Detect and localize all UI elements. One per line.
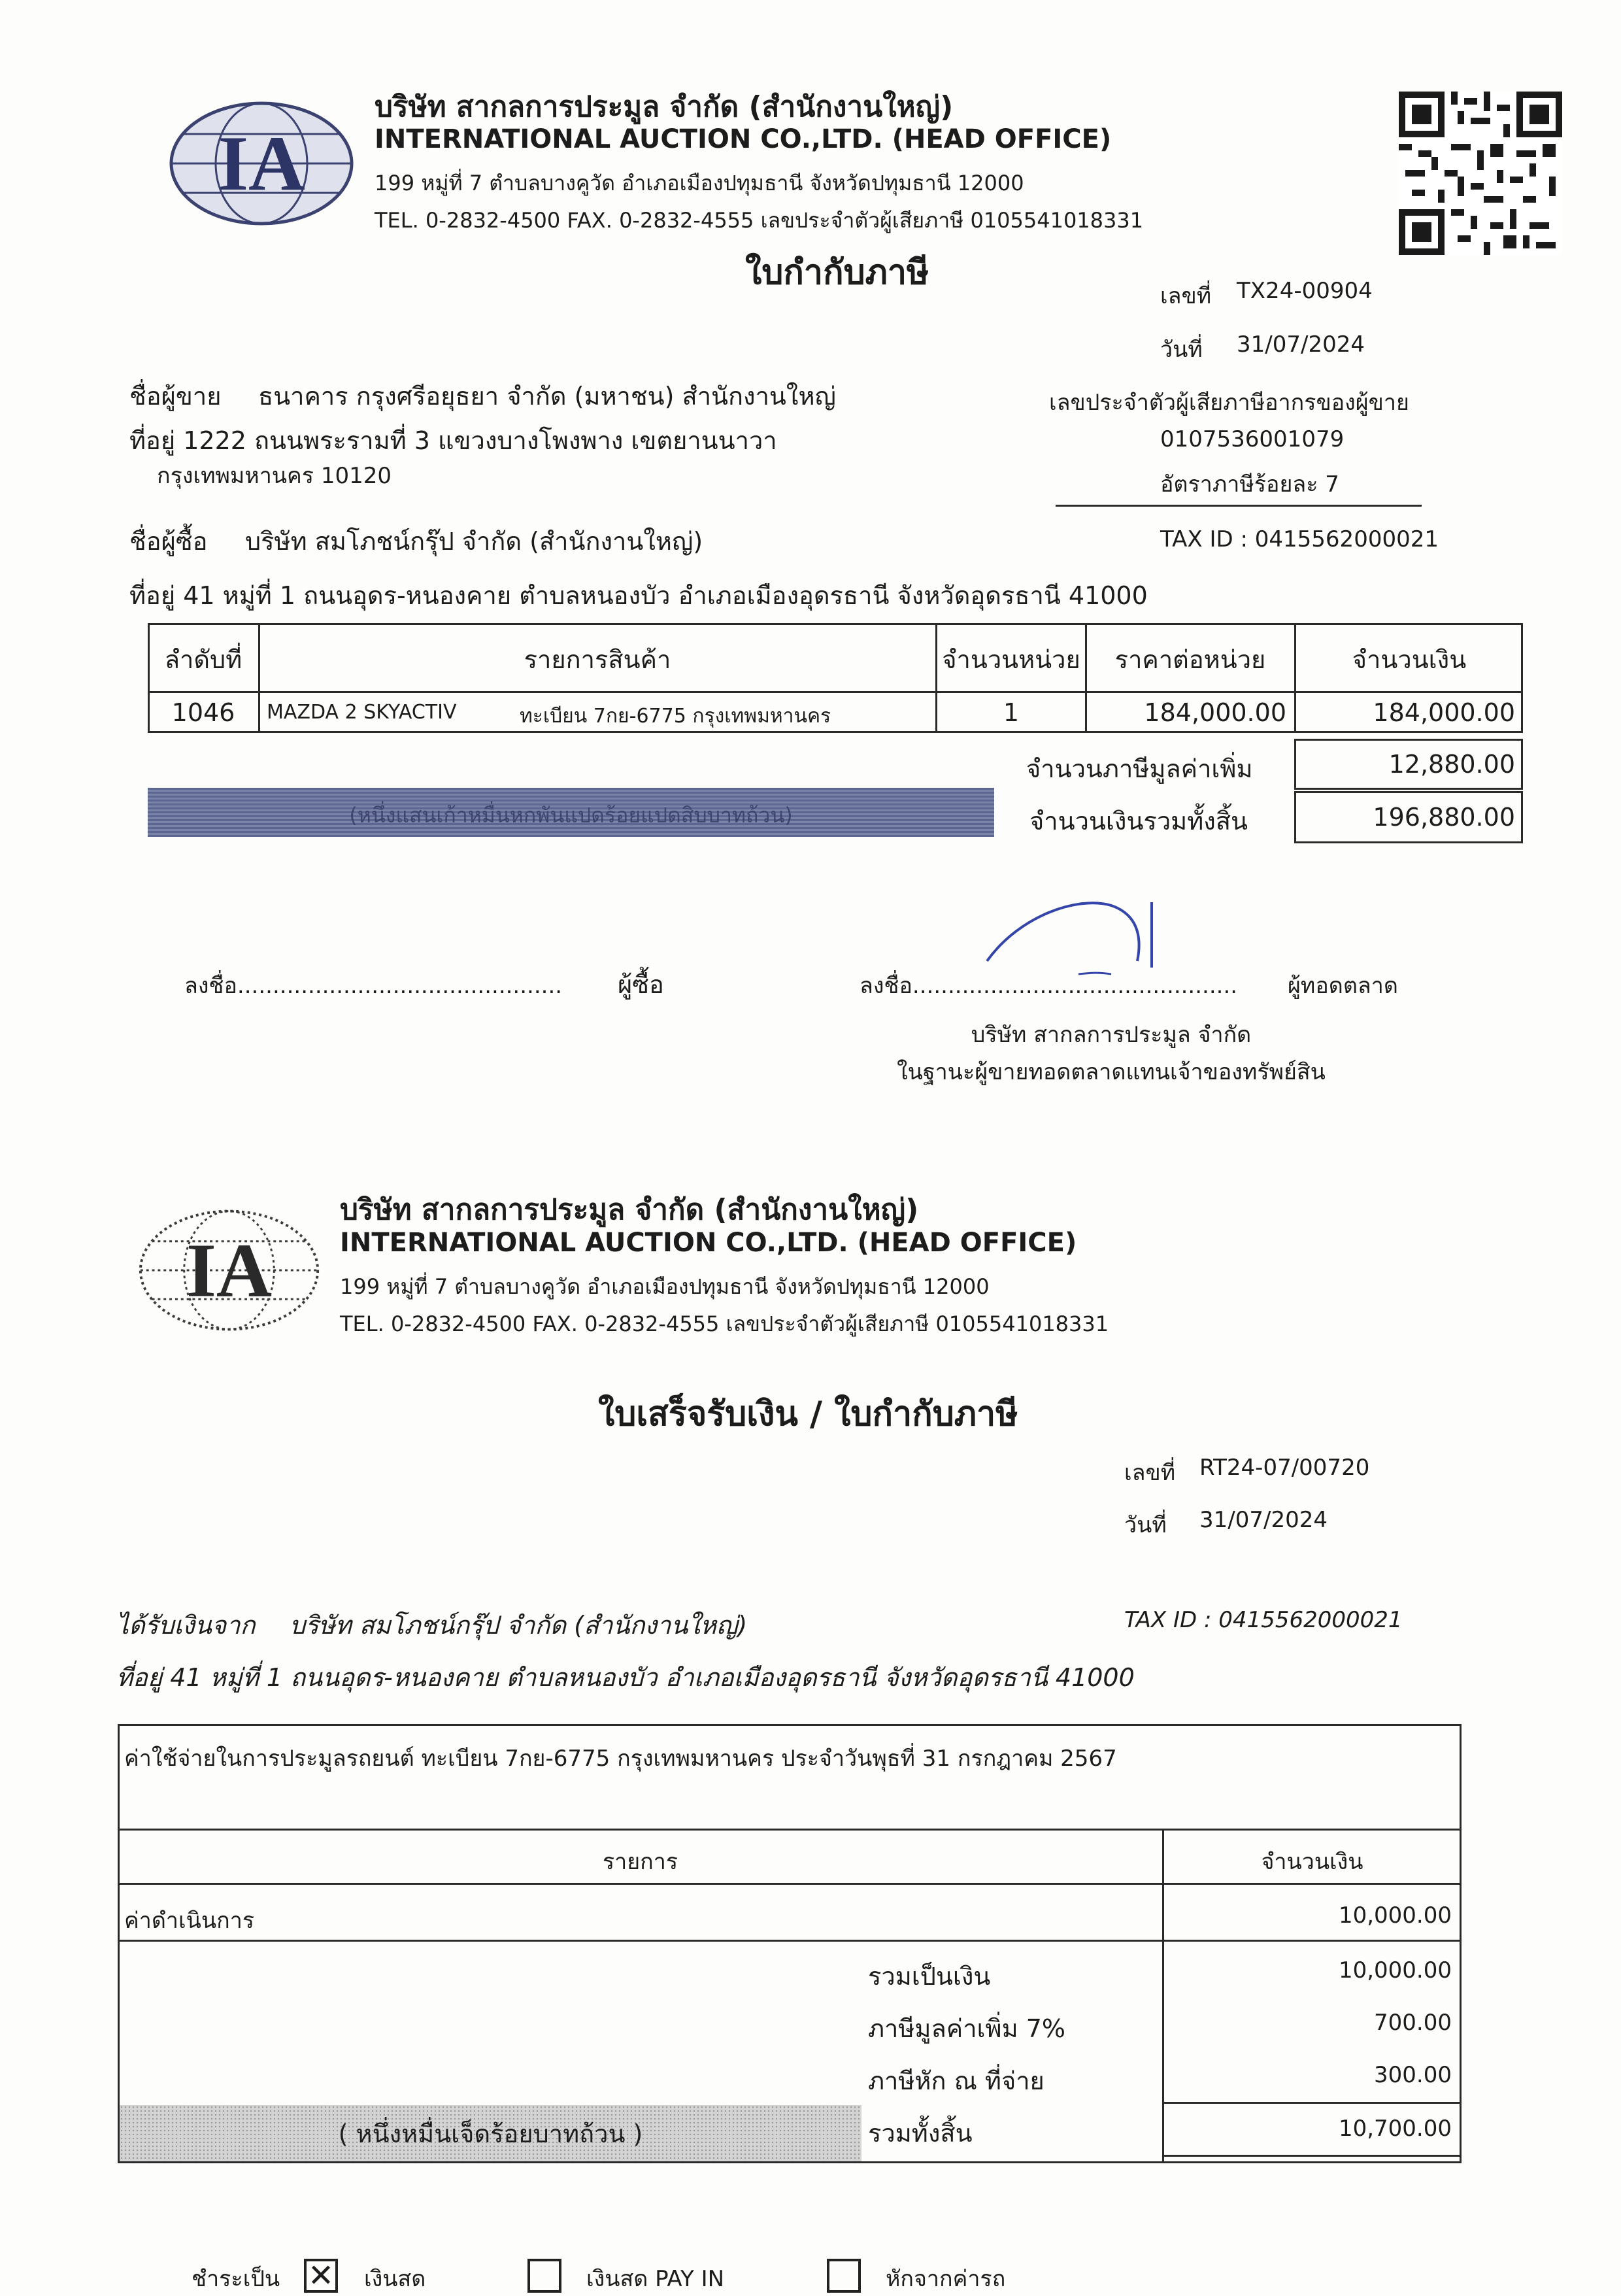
received-from: บริษัท สมโภชน์กรุ๊ป จำกัด (สำนักงานใหญ่) — [290, 1611, 748, 1640]
vat-amount: 700.00 — [1374, 2010, 1452, 2036]
total-divider — [1164, 2155, 1462, 2157]
seller-signature-role: ผู้ทอดตลาด — [1288, 973, 1398, 999]
tax-invoice-number: TX24-00904 — [1237, 278, 1373, 304]
col-header-amount: จำนวนเงิน — [1352, 645, 1467, 674]
seller-name: ธนาคาร กรุงศรีอยุธยา จำกัด (มหาชน) สำนักงานใหญ่ — [258, 382, 836, 411]
company-contact: TEL. 0-2832-4500 FAX. 0-2832-4555 เลขประจำตัวผู้เสียภาษี 0105541018331 — [340, 1311, 1109, 1336]
pay-in-checkbox[interactable] — [527, 2259, 561, 2293]
buyer-signature-line: ลงชื่อ.............................................. — [184, 973, 563, 999]
withholding-label: ภาษีหัก ณ ที่จ่าย — [868, 2067, 1044, 2095]
company-name-th: บริษัท สากลการประมูล จำกัด (สำนักงานใหญ่) — [375, 90, 954, 124]
tax-invoice-date: 31/07/2024 — [1237, 331, 1365, 358]
company-name-en: INTERNATIONAL AUCTION CO.,LTD. (HEAD OFFICE) — [340, 1228, 1077, 1258]
company-logo — [136, 1205, 322, 1336]
table-divider — [118, 1940, 1462, 1942]
row-unit-price: 184,000.00 — [1144, 698, 1286, 727]
company-address: 199 หมู่ที่ 7 ตำบลบางคูวัด อำเภอเมืองปทุมธานี จังหวัดปทุมธานี 12000 — [375, 171, 1024, 195]
receipt-date: 31/07/2024 — [1199, 1507, 1328, 1533]
buyer-tax-id: TAX ID : 0415562000021 — [1160, 526, 1439, 552]
row-seq: 1046 — [171, 698, 235, 727]
deduct-from-car-label: หักจากค่ารถ — [886, 2266, 1006, 2292]
table-divider — [118, 1829, 1462, 1831]
vat-rate: อัตราภาษีร้อยละ 7 — [1160, 471, 1339, 498]
line-item-amount: 10,000.00 — [1338, 1902, 1452, 1929]
total-label: จำนวนเงินรวมทั้งสิ้น — [1029, 807, 1248, 836]
table-header-divider — [148, 691, 1523, 693]
total-amount: 196,880.00 — [1373, 803, 1515, 832]
row-item-registration: ทะเบียน 7กย-6775 กรุงเทพมหานคร — [520, 705, 831, 728]
qr-code — [1399, 92, 1562, 255]
signature-capacity: ในฐานะผู้ขายทอดตลาดแทนเจ้าของทรัพย์สิน — [897, 1059, 1326, 1085]
seller-address-2: กรุงเทพมหานคร 10120 — [157, 463, 392, 489]
tax-invoice-date-label: วันที่ — [1160, 337, 1203, 363]
handwritten-signature — [980, 889, 1177, 994]
company-name-en: INTERNATIONAL AUCTION CO.,LTD. (HEAD OFFICE) — [375, 124, 1112, 154]
payment-label: ชำระเป็น — [192, 2266, 280, 2292]
row-amount: 184,000.00 — [1373, 698, 1515, 727]
pay-cash-label: เงินสด — [364, 2266, 426, 2292]
seller-tax-label: เลขประจำตัวผู้เสียภาษีอากรของผู้ขาย — [1049, 390, 1409, 416]
divider — [1056, 505, 1422, 507]
seller-tax-id: 0107536001079 — [1160, 426, 1345, 452]
vat-label: จำนวนภาษีมูลค่าเพิ่ม — [1026, 754, 1253, 783]
buyer-signature-role: ผู้ซื้อ — [618, 970, 664, 999]
deduct-from-car-checkbox[interactable] — [827, 2259, 861, 2293]
pay-cash-checkbox[interactable]: ✕ — [304, 2259, 338, 2293]
total-in-words: (หนึ่งแสนเก้าหมื่นหกพันแปดร้อยแปดสิบบาทถ้วน) — [349, 803, 793, 828]
receipt-address: ที่อยู่ 41 หมู่ที่ 1 ถนนอุดร-หนองคาย ตำบลหนองบัว อำเภอเมืองอุดรธานี จังหวัดอุดรธานี 41000 — [116, 1663, 1135, 1692]
seller-address-1: ที่อยู่ 1222 ถนนพระรามที่ 3 แขวงบางโพงพาง เขตยานนาวา — [129, 426, 777, 455]
col-header-unit-price: ราคาต่อหน่วย — [1114, 645, 1266, 674]
total-label: รวมทั้งสิ้น — [868, 2119, 973, 2148]
col-header-amount: จำนวนเงิน — [1261, 1849, 1363, 1875]
col-header-item: รายการ — [602, 1849, 678, 1875]
received-from-label: ได้รับเงินจาก — [116, 1611, 256, 1640]
row-qty: 1 — [1003, 698, 1020, 727]
col-header-item: รายการสินค้า — [524, 645, 671, 674]
company-name-th: บริษัท สากลการประมูล จำกัด (สำนักงานใหญ่) — [340, 1193, 919, 1226]
withholding-amount: 300.00 — [1374, 2062, 1452, 2088]
seller-signature-line: ลงชื่อ.............................................. — [860, 973, 1238, 999]
company-logo — [167, 98, 356, 229]
total-divider — [1164, 2102, 1462, 2104]
subtotal-amount: 10,000.00 — [1338, 1957, 1452, 1984]
row-item: MAZDA 2 SKYACTIV — [267, 701, 457, 724]
vat-amount: 12,880.00 — [1388, 750, 1515, 779]
logo-lettering: IA — [186, 1227, 273, 1313]
receipt-number: RT24-07/00720 — [1199, 1455, 1370, 1481]
col-header-qty: จำนวนหน่วย — [942, 645, 1080, 674]
seller-label: ชื่อผู้ขาย — [129, 382, 222, 411]
receipt-description: ค่าใช้จ่ายในการประมูลรถยนต์ ทะเบียน 7กย-6775 กรุงเทพมหานคร ประจำวันพุธที่ 31 กรกฎาคม 2567 — [124, 1746, 1117, 1772]
buyer-label: ชื่อผู้ซื้อ — [129, 527, 208, 556]
receipt-table — [118, 1724, 1462, 2163]
receipt-date-label: วันที่ — [1124, 1512, 1167, 1538]
col-header-seq: ลำดับที่ — [164, 645, 242, 674]
buyer-address: ที่อยู่ 41 หมู่ที่ 1 ถนนอุดร-หนองคาย ตำบลหนองบัว อำเภอเมืองอุดรธานี จังหวัดอุดรธานี 41000 — [129, 581, 1148, 610]
signature-company: บริษัท สากลการประมูล จำกัด — [971, 1022, 1252, 1048]
total-amount: 10,700.00 — [1338, 2116, 1452, 2142]
receipt-tax-id: TAX ID : 0415562000021 — [1124, 1607, 1403, 1633]
subtotal-label: รวมเป็นเงิน — [868, 1962, 991, 1991]
line-item: ค่าดำเนินการ — [124, 1908, 255, 1934]
pay-in-label: เงินสด PAY IN — [586, 2266, 725, 2292]
total-in-words: ( หนึ่งหมื่นเจ็ดร้อยบาทถ้วน ) — [338, 2119, 643, 2148]
logo-lettering: IA — [218, 120, 305, 207]
receipt-title: ใบเสร็จรับเงิน / ใบกำกับภาษี — [598, 1394, 1018, 1434]
receipt-number-label: เลขที่ — [1124, 1460, 1176, 1486]
company-contact: TEL. 0-2832-4500 FAX. 0-2832-4555 เลขประจำตัวผู้เสียภาษี 0105541018331 — [375, 208, 1144, 233]
company-address: 199 หมู่ที่ 7 ตำบลบางคูวัด อำเภอเมืองปทุมธานี จังหวัดปทุมธานี 12000 — [340, 1274, 990, 1299]
buyer-name: บริษัท สมโภชน์กรุ๊ป จำกัด (สำนักงานใหญ่) — [245, 527, 703, 556]
tax-invoice-title: ใบกำกับภาษี — [745, 253, 929, 292]
vat-label: ภาษีมูลค่าเพิ่ม 7% — [868, 2014, 1065, 2043]
table-divider — [118, 1883, 1462, 1885]
tax-invoice-number-label: เลขที่ — [1160, 283, 1212, 309]
